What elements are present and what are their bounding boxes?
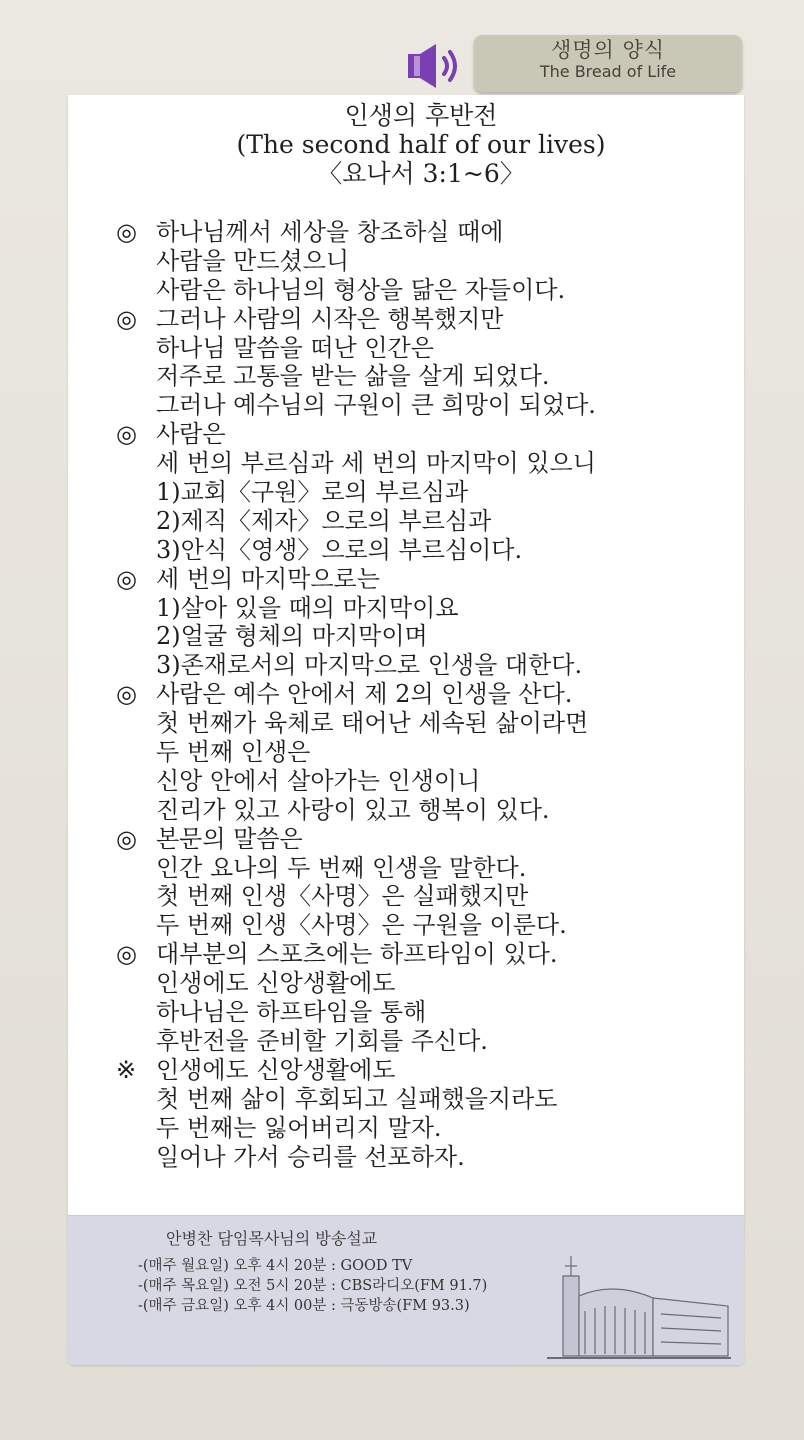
verse-line — [116, 969, 736, 998]
sermon-title: 인생의 후반전 — [344, 101, 498, 130]
verse-text: 1)살아 있을 때의 마지막이요 — [156, 593, 459, 622]
verse-text: 인생에도 신앙생활에도 — [156, 1055, 396, 1084]
verse-line — [116, 247, 736, 276]
verse-text: 신앙 안에서 살아가는 인생이니 — [156, 766, 481, 795]
verse-text: 하나님께서 세상을 창조하실 때에 — [156, 218, 504, 246]
brand-english: The Bread of Life — [539, 62, 677, 81]
verse-line — [116, 940, 736, 969]
verse-text: 진리가 있고 사랑이 있고 행복이 있다. — [156, 795, 550, 824]
verse-text: 일어나 가서 승리를 선포하자. — [156, 1142, 465, 1171]
verse-text: 첫 번째 삶이 후회되고 실패했을지라도 — [156, 1084, 558, 1113]
schedule-item: -(매주 월요일) 오후 4시 20분 : GOOD TV — [138, 1258, 413, 1274]
verse-text: 첫 번째가 육체로 태어난 세속된 삶이라면 — [156, 709, 589, 738]
verse-text: 사람은 예수 안에서 제 2의 인생을 산다. — [156, 680, 573, 709]
brand-badge — [474, 35, 742, 92]
verse-text: 하나님 말씀을 떠난 인간은 — [156, 333, 434, 362]
verse-line — [116, 622, 736, 651]
verse-text: 저주로 고통을 받는 삶을 살게 되었다. — [156, 362, 550, 391]
verse-line — [116, 882, 736, 911]
bullet-marker: ◎ — [116, 824, 137, 853]
verse-line — [116, 709, 736, 738]
verse-line — [116, 362, 736, 391]
verse-line — [116, 911, 736, 940]
verse-text: 대부분의 스포츠에는 하프타임이 있다. — [156, 940, 558, 969]
verse-line — [116, 651, 736, 680]
church-building-icon — [543, 1236, 733, 1361]
scripture-reference: 〈요나서 3:1~6〉 — [317, 159, 525, 188]
verse-text: 사람을 만드셨으니 — [156, 246, 350, 275]
bullet-marker: ◎ — [116, 940, 137, 969]
verse-line — [116, 1085, 736, 1114]
sermon-body — [116, 218, 736, 1171]
schedule-item: -(매주 목요일) 오전 5시 20분 : CBS라디오(FM 91.7) — [138, 1278, 488, 1294]
bullet-marker: ◎ — [116, 218, 137, 246]
verse-line — [116, 391, 736, 420]
verse-line — [116, 767, 736, 796]
verse-text: 후반전을 준비할 기회를 주신다. — [156, 1026, 488, 1055]
verse-text: 세 번의 마지막으로는 — [156, 564, 380, 593]
verse-text: 두 번째 인생〈사명〉은 구원을 이룬다. — [156, 911, 567, 940]
verse-line — [116, 507, 736, 536]
verse-text: 1)교회〈구원〉로의 부르심과 — [156, 478, 469, 507]
sermon-heading — [68, 101, 744, 188]
verse-line — [116, 680, 736, 709]
verse-text: 3)존재로서의 마지막으로 인생을 대한다. — [156, 651, 583, 680]
bullet-marker: ◎ — [116, 420, 137, 449]
verse-line — [116, 998, 736, 1027]
verse-line — [116, 1114, 736, 1143]
verse-line — [116, 305, 736, 334]
verse-text: 본문의 말씀은 — [156, 824, 303, 853]
verse-text: 그러나 예수님의 구원이 큰 희망이 되었다. — [156, 391, 596, 420]
verse-line — [116, 738, 736, 767]
verse-line — [116, 825, 736, 854]
broadcast-title: 안병찬 담임목사님의 방송설교 — [166, 1229, 378, 1248]
verse-text: 3)안식〈영생〉으로의 부르심이다. — [156, 535, 523, 564]
bullet-marker: ◎ — [116, 304, 137, 333]
verse-text: 첫 번째 인생〈사명〉은 실패했지만 — [156, 882, 529, 911]
verse-text: 그러나 사람의 시작은 행복했지만 — [156, 304, 504, 333]
verse-line — [116, 536, 736, 565]
broadcast-footer — [68, 1215, 744, 1365]
verse-line — [116, 1143, 736, 1172]
schedule-item: -(매주 금요일) 오후 4시 00분 : 극동방송(FM 93.3) — [138, 1298, 470, 1314]
bullet-marker: ◎ — [116, 564, 137, 593]
verse-text: 두 번째 인생은 — [156, 738, 311, 767]
verse-line — [116, 478, 736, 507]
verse-text: 인간 요나의 두 번째 인생을 말한다. — [156, 853, 527, 882]
verse-line — [116, 1027, 736, 1056]
verse-line — [116, 565, 736, 594]
verse-line — [116, 854, 736, 883]
verse-text: 세 번의 부르심과 세 번의 마지막이 있으니 — [156, 449, 596, 478]
brand-korean: 생명의 양식 — [550, 38, 666, 62]
verse-line — [116, 420, 736, 449]
verse-text: 인생에도 신앙생활에도 — [156, 969, 396, 998]
verse-text: 두 번째는 잃어버리지 말자. — [156, 1113, 442, 1142]
verse-line — [116, 449, 736, 478]
verse-text: 사람은 하나님의 형상을 닮은 자들이다. — [156, 275, 566, 304]
sermon-subtitle: (The second half of our lives) — [236, 130, 606, 159]
verse-line — [116, 276, 736, 305]
bullet-marker: ◎ — [116, 680, 137, 709]
sermon-card — [68, 95, 744, 1365]
verse-text: 하나님은 하프타임을 통해 — [156, 998, 427, 1027]
verse-line — [116, 334, 736, 363]
verse-line — [116, 1056, 736, 1085]
reference-mark: ※ — [116, 1055, 137, 1084]
speaker-volume-icon[interactable] — [404, 40, 468, 92]
verse-text: 사람은 — [156, 420, 226, 449]
verse-text: 2)얼굴 형체의 마지막이며 — [156, 622, 428, 651]
verse-line — [116, 218, 736, 247]
verse-line — [116, 594, 736, 623]
verse-line — [116, 796, 736, 825]
verse-text: 2)제직〈제자〉으로의 부르심과 — [156, 506, 492, 535]
